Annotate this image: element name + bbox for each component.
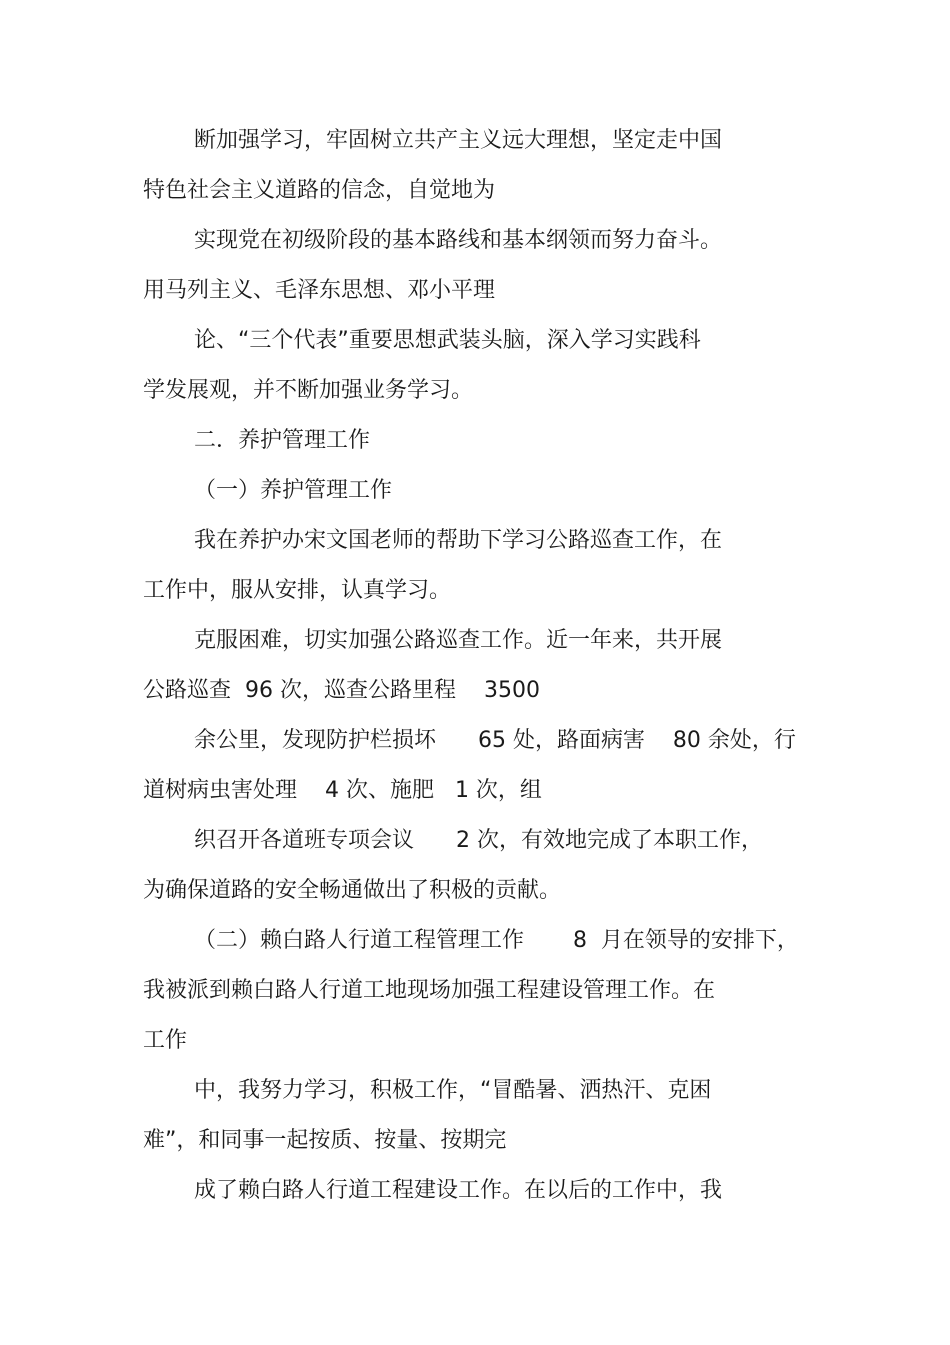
text-line: 我在养护办宋文国老师的帮助下学习公路巡查工作，在	[194, 528, 723, 553]
text-line: 工作中，服从安排，认真学习。	[143, 578, 452, 603]
text-line: 克服困难，切实加强公路巡查工作。近一年来，共开展	[194, 628, 723, 653]
text-line: 为确保道路的安全畅通做出了积极的贡献。	[143, 878, 562, 903]
text-line: 特色社会主义道路的信念，自觉地为	[143, 178, 496, 203]
subsection-heading: （二）赖白路人行道工程管理工作 8 月在领导的安排下，	[194, 928, 799, 953]
text-line: 论、“三个代表”重要思想武装头脑，深入学习实践科	[194, 328, 701, 353]
text-line: 难”，和同事一起按质、按量、按期完	[143, 1128, 507, 1153]
text-line: 道树病虫害处理 4 次、施肥 1 次，组	[143, 778, 542, 803]
text-line: 我被派到赖白路人行道工地现场加强工程建设管理工作。在	[143, 978, 716, 1003]
text-line: 中，我努力学习，积极工作，“冒酷暑、洒热汗、克困	[194, 1078, 712, 1103]
text-line: 工作	[143, 1028, 188, 1053]
text-line: 余公里，发现防护栏损坏 65 处，路面病害 80 余处，行	[194, 728, 796, 753]
text-line: 成了赖白路人行道工程建设工作。在以后的工作中，我	[194, 1178, 723, 1203]
text-line: 用马列主义、毛泽东思想、邓小平理	[143, 278, 496, 303]
text-line: 公路巡查 96 次，巡查公路里程 3500	[143, 678, 540, 703]
text-line: 织召开各道班专项会议 2 次，有效地完成了本职工作，	[194, 828, 763, 853]
text-line: 断加强学习，牢固树立共产主义远大理想，坚定走中国	[194, 128, 723, 153]
section-heading: 二．养护管理工作	[194, 428, 371, 453]
text-line: 学发展观，并不断加强业务学习。	[143, 378, 474, 403]
subsection-heading: （一）养护管理工作	[194, 478, 393, 503]
text-line: 实现党在初级阶段的基本路线和基本纲领而努力奋斗。	[194, 228, 723, 253]
